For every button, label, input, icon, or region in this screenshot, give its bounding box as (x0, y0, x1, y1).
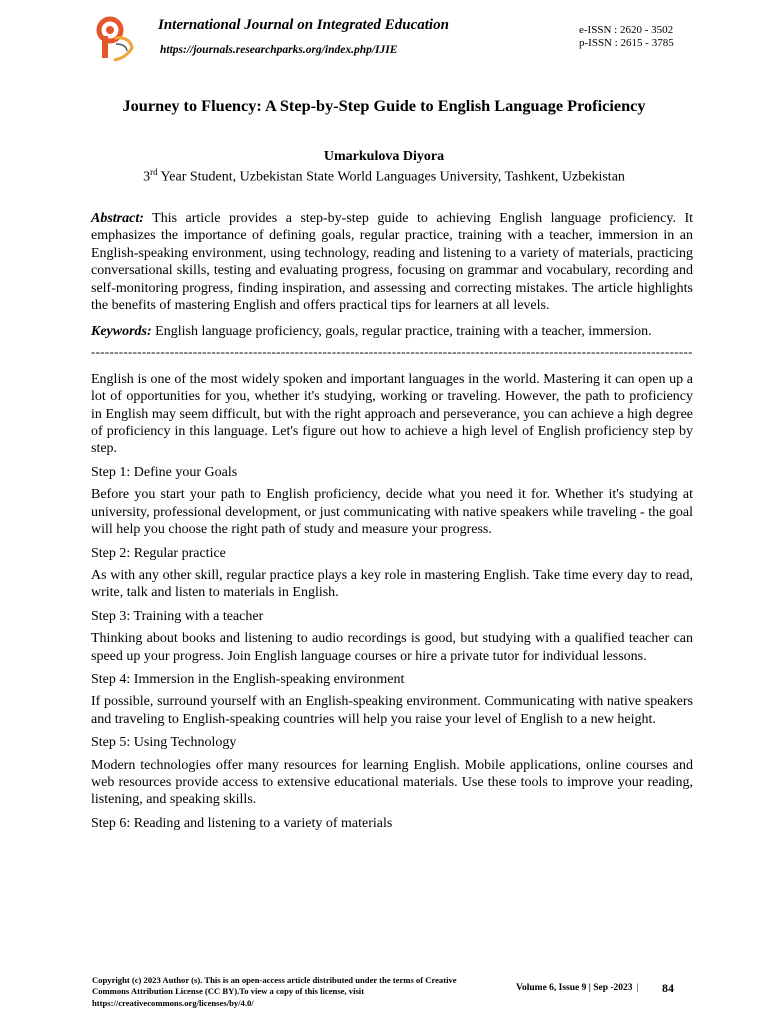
section-divider: ---------------------------------------------------------------------------------------------------------------------------------- (91, 343, 693, 359)
article-title: Journey to Fluency: A Step-by-Step Guide to English Language Proficiency (122, 96, 646, 115)
keywords-text: English language proficiency, goals, regular practice, training with a teacher, immersion. (151, 324, 652, 340)
article-content (91, 210, 693, 837)
keywords-label: Keywords: (91, 324, 152, 340)
volume-issue: Volume 6, Issue 9 | Sep -2023 | (516, 983, 639, 993)
eissn: e-ISSN : 2620 - 3502 (579, 24, 674, 36)
journal-logo (96, 14, 140, 64)
issn-block (579, 24, 674, 50)
step-heading: Step 6: Reading and listening to a variety of materials (91, 815, 393, 831)
step-heading: Step 4: Immersion in the English-speaking environment (91, 671, 405, 687)
step-paragraph: As with any other skill, regular practice plays a key role in mastering English. Take time every day to read, write, talk and listen to materials in English. (91, 567, 693, 601)
step-heading: Step 5: Using Technology (91, 735, 237, 751)
step-paragraph: Before you start your path to English proficiency, decide what you need it for. Whether it's studying at university, professional development, or just communicating with native speakers while traveling - the goal will help you choose the right path of study and measure your progress. (91, 487, 693, 538)
step-paragraph: Thinking about books and listening to audio recordings is good, but studying with a qualified teacher can speed up your progress. Join English language courses or hire a private tutor for individual lessons. (91, 631, 693, 664)
intro-paragraph: English is one of the most widely spoken and important languages in the world. Mastering it can open up a lot of opportunities for you, whether it's studying, working or traveling. However, the path to proficiency in English may seem difficult, but with the right approach and perseverance, you can achieve a high degree of proficiency in this language. Let's figure out how to achieve a high level of English proficiency step by step. (91, 371, 693, 457)
step-paragraph: If possible, surround yourself with an English-speaking environment. Communicating with native speakers and traveling to English-speaking countries will help you raise your level of English to a new height. (91, 694, 693, 727)
author-name: Umarkulova Diyora (323, 149, 445, 164)
step-paragraph: Modern technologies offer many resources for learning English. Mobile applications, online courses and web resources provide access to extensive educational materials. Use these tools to improve your reading, listening, and speaking skills. (91, 757, 693, 808)
keywords (91, 323, 693, 340)
step-heading: Step 1: Define your Goals (91, 464, 238, 480)
abstract-text: This article provides a step-by-step guide to achieving English language proficiency. It emphasizes the importance of defining goals, regular practice, training with a teacher, immersion in an English-speaking environment, using technology, reading and listening to a variety of materials, practicing conversational skills, testing and evaluating progress, focusing on grammar and vocabulary, recording and self-monitoring progress, finding inspiration, and assessing and correcting mistakes. The article highlights the benefits of mastering English and offers practical tips for learners at all levels. (91, 211, 693, 314)
journal-name: International Journal on Integrated Education (158, 17, 449, 33)
step-heading: Step 2: Regular practice (91, 545, 226, 561)
abstract-label: Abstract: (91, 211, 144, 226)
journal-url[interactable]: https://journals.researchparks.org/index.php/IJIE (160, 44, 398, 56)
abstract (91, 210, 693, 314)
step-heading: Step 3: Training with a teacher (91, 608, 264, 624)
copyright-notice: Copyright (c) 2023 Author (s). This is an open-access article distributed under the terms of Creative Commons Attribution License (CC BY).To view a copy of this license, visit https://creativecommons.org/licenses/by/4.0/ (92, 975, 457, 1008)
page-number: 84 (662, 981, 674, 995)
author-affiliation: 3rd Year Student, Uzbekistan State World Languages University, Tashkent, Uzbekistan (143, 167, 625, 185)
pissn: p-ISSN : 2615 - 3785 (579, 37, 674, 49)
article-body (91, 371, 693, 832)
